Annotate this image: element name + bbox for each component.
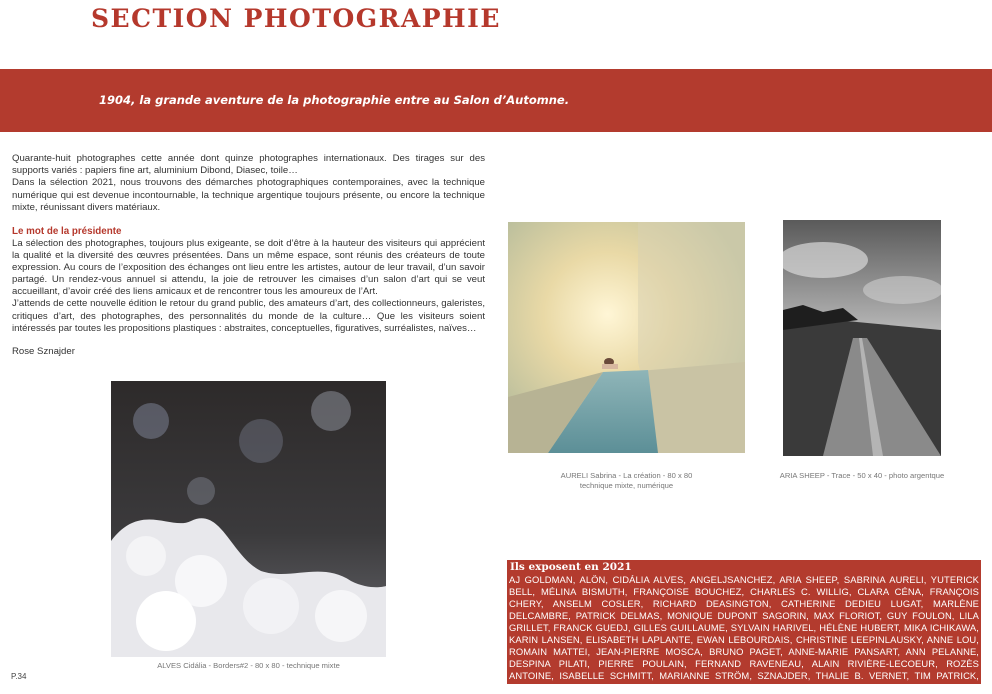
signature: Rose Sznajder <box>12 346 75 357</box>
intro-paragraph: Quarante-huit photographes cette année dont quinze photographes internationaux. Des tirages sur des supports variés : papiers fine art, aluminium Dibond, Diasec, toile… <box>12 153 485 177</box>
exhibitors-box <box>507 560 981 693</box>
intro-paragraph: Dans la sélection 2021, nous trouvons des démarches photographiques contemporaines, avec la technique numérique qui est devenue incontournable, la technique argentique toujours présente, ou encore la technique mixte, réunissant divers matériaux. <box>12 177 485 213</box>
intro-text <box>12 153 485 214</box>
president-paragraph: La sélection des photographes, toujours plus exigeante, se doit d’être à la hauteur des visiteurs qui apprécient la qualité et la diversité des œuvres présentées. Dans un même espace, sont réunis des créateurs de toute expression. Au cours de l’exposition des échanges ont lieu entre les artistes, autour de leur travail, d’un savoir partagé. Un rendez-vous annuel si attendu, la joie de retrouver les cimaises d’un salon d’art qui se veut accueillant, d’avoir créé des liens amicaux et de rencontrer tous les amoureux de l’Art. <box>12 238 485 298</box>
pool-photo <box>508 222 745 453</box>
page-number: P.34 <box>11 672 27 681</box>
frost-caption: ALVES Cidália - Borders#2 - 80 x 80 - technique mixte <box>157 661 340 670</box>
pool-caption-line2: technique mixte, numérique <box>579 481 674 490</box>
road-photo <box>783 220 941 456</box>
frost-photo <box>111 381 386 657</box>
president-heading: Le mot de la présidente <box>12 226 122 237</box>
pool-caption <box>508 471 745 491</box>
exhibitors-list: AJ GOLDMAN, ALÖN, CIDÁLIA ALVES, ANGELJSANCHEZ, ARIA SHEEP, SABRINA AURELI, YUTERICK BELL, MÉLINA BISMUTH, FRANÇOISE BOUCHEZ, CHARLES C. WILLIG, CLARA CÉNA, FRANÇOIS CHERY, ANSELM COSLER, RICHARD DEASINGTON, CATHERINE DEDIEU LUGAT, MARLÈNE DELCAMBRE, PATRICK DELMAS, MONIQUE DUPONT SAGORIN, MAX FLORIOT, GUY FOULON, LILA GRILLET, FRANCK GUEDJ, GILLES GUILLAUME, SYLVAIN HARIVEL, HÉLÈNE HUBERT, MIKA ICHIKAWA, KARIN LANSEN, ELISABETH LAPLANTE, EWAN LEBOURDAIS, CHRISTINE LEEPINLAUSKY, ANNE LOU, ROMAIN MATTEI, JEAN-PIERRE MOSCA, BRUNO PAGET, ANNE-MARIE PANSART, ANN PELANNE, DESPINA PILATI, PIERRE POULAIN, FERNAND RAVENEAU, ALAIN RIVIÈRE-LECOEUR, ROZÈS ANTOINE, ISABELLE SCHMITT, MARIANNE STRÖM, SZNAJDER, THALIE B. VERNET, TIM PATRICK, KUMIKO WAKABAYASHI, MONIQUE WENDER <box>509 574 979 693</box>
road-caption: ARIA SHEEP - Trace - 50 x 40 - photo argentque <box>779 471 945 480</box>
president-paragraph: J’attends de cette nouvelle édition le retour du grand public, des amateurs d’art, des collectionneurs, galeristes, critiques d’art, des photographes, des personnalités du monde de la culture… Que les visiteurs soient intéressés par toutes les propositions plastiques : abstraites, conceptuelles, figuratives, surréalistes, naïves… <box>12 298 485 334</box>
president-text <box>12 238 485 335</box>
section-title: SECTION PHOTOGRAPHIE <box>91 4 501 33</box>
pool-caption-line1: AURELI Sabrina - La création - 80 x 80 <box>560 471 693 480</box>
exhibitors-heading: Ils exposent en 2021 <box>510 561 632 573</box>
banner-text: 1904, la grande aventure de la photographie entre au Salon d’Automne. <box>99 93 570 107</box>
header-banner <box>0 69 992 132</box>
